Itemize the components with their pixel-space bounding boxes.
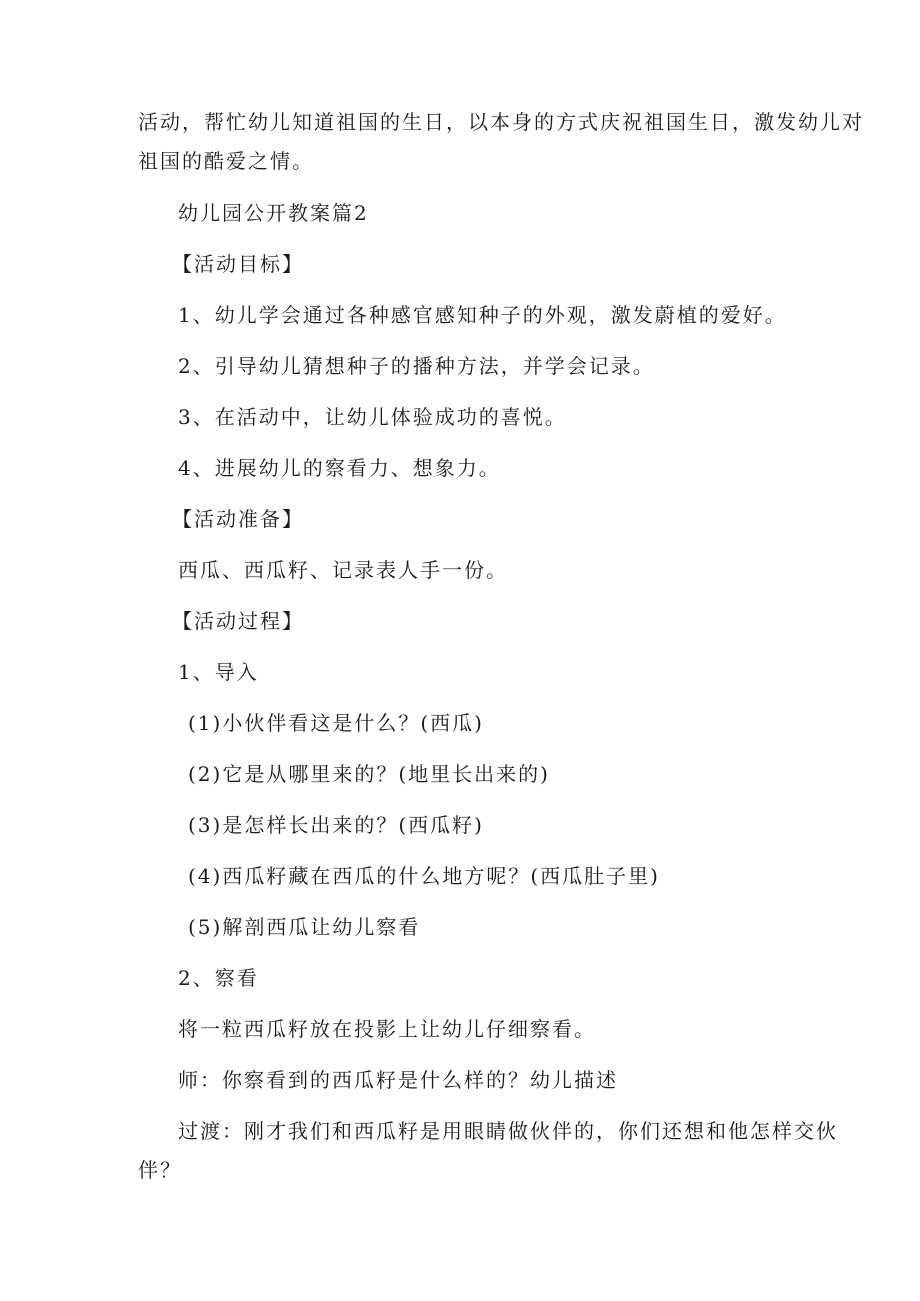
subsection-heading-process: 【活动过程】 [172, 609, 304, 633]
list-item: 2、引导幼儿猜想种子的播种方法，并学会记录。 [178, 354, 655, 378]
list-item: (4)西瓜籽藏在西瓜的什么地方呢？(西瓜肚子里) [188, 864, 660, 888]
body-text-line: 将一粒西瓜籽放在投影上让幼儿仔细察看。 [178, 1017, 596, 1041]
step-heading: 1、导入 [178, 660, 259, 684]
section-heading: 幼儿园公开教案篇2 [178, 201, 369, 225]
list-item: 3、在活动中，让幼儿体验成功的喜悦。 [178, 405, 567, 429]
list-item: (1)小伙伴看这是什么？(西瓜) [188, 711, 484, 735]
subsection-heading-goals: 【活动目标】 [172, 252, 304, 276]
body-text-line: 活动，帮忙幼儿知道祖国的生日，以本身的方式庆祝祖国生日，激发幼儿对 [138, 110, 864, 134]
list-item: (3)是怎样长出来的？(西瓜籽) [188, 813, 484, 837]
list-item: (2)它是从哪里来的？(地里长出来的) [188, 762, 550, 786]
list-item: (5)解剖西瓜让幼儿察看 [188, 915, 421, 939]
body-text-line: 伴？ [138, 1158, 182, 1182]
body-text-line: 祖国的酷爱之情。 [138, 149, 314, 173]
body-text-line: 师：你察看到的西瓜籽是什么样的？幼儿描述 [178, 1068, 618, 1092]
body-text-line: 西瓜、西瓜籽、记录表人手一份。 [178, 558, 508, 582]
body-text-line: 过渡：刚才我们和西瓜籽是用眼睛做伙伴的，你们还想和他怎样交伙 [178, 1119, 838, 1143]
list-item: 1、幼儿学会通过各种感官感知种子的外观，激发蔚植的爱好。 [178, 303, 787, 327]
step-heading: 2、察看 [178, 966, 259, 990]
list-item: 4、进展幼儿的察看力、想象力。 [178, 456, 501, 480]
subsection-heading-preparation: 【活动准备】 [172, 507, 304, 531]
